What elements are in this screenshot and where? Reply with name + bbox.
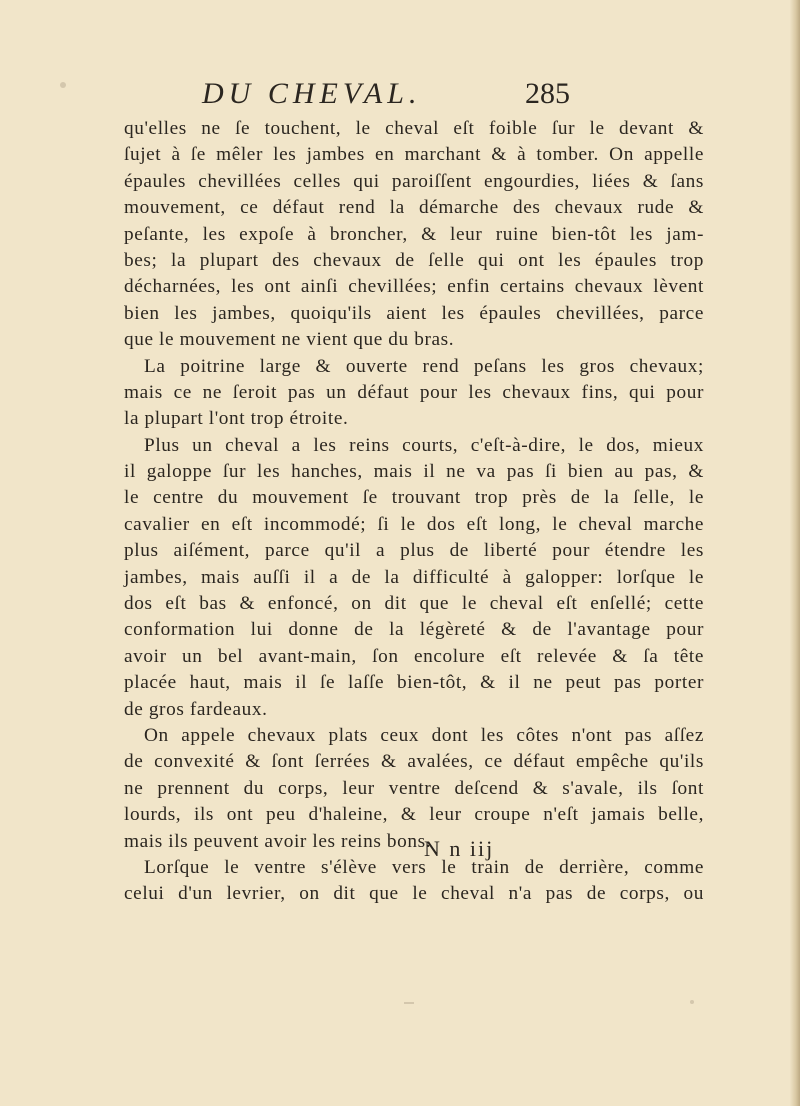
ink-speck — [690, 1000, 694, 1004]
text-line: que le mouvement ne vient que du bras. — [124, 329, 455, 351]
text-line: dos eſt bas & enfoncé, on dit que le cheval eſt enſellé; cette — [124, 593, 704, 615]
text-line: la plupart l'ont trop étroite. — [124, 408, 349, 430]
text-line: ne prennent du corps, leur ventre deſcend & s'avale, ils ſont — [124, 777, 704, 799]
text-line: Lorſque le ventre s'élève vers le train de derrière, comme — [144, 856, 704, 878]
text-line: conformation lui donne de la légèreté & de l'avantage pour — [124, 619, 704, 641]
text-line: bien les jambes, quoiqu'ils aient les épaules chevillées, parce — [124, 302, 704, 324]
text-line: qu'elles ne ſe touchent, le cheval eſt foible ſur le devant & — [124, 118, 704, 139]
text-line: jambes, mais auſſi il a de la difficulté à galopper: lorſque le — [124, 566, 704, 588]
text-line: le centre du mouvement ſe trouvant trop près de la ſelle, le — [124, 487, 704, 509]
ink-speck — [60, 82, 66, 88]
ink-speck — [404, 1002, 414, 1004]
text-line: de convexité & ſont ſerrées & avalées, ce défaut empêche qu'ils — [124, 751, 704, 773]
text-line: On appele chevaux plats ceux dont les côtes n'ont pas aſſez — [144, 724, 704, 746]
body-text — [124, 116, 704, 908]
page-edge-shadow — [790, 0, 800, 1106]
page-number: 285 — [525, 77, 570, 110]
text-line: Plus un cheval a les reins courts, c'eſt-à-dire, le dos, mieux — [144, 434, 704, 456]
text-line: cavalier en eſt incommodé; ſi le dos eſt long, le cheval marche — [124, 513, 704, 535]
text-line: ſujet à ſe mêler les jambes en marchant & à tomber. On appelle — [124, 144, 704, 166]
text-line: mais ce ne ſeroit pas un défaut pour les chevaux fins, qui pour — [124, 381, 704, 403]
text-line: bes; la plupart des chevaux de ſelle qui ont les épaules trop — [124, 249, 704, 271]
text-line: peſante, les expoſe à broncher, & leur ruine bien-tôt les jam- — [124, 223, 704, 245]
text-line: La poitrine large & ouverte rend peſans les gros chevaux; — [144, 355, 704, 377]
text-line: décharnées, les ont ainſi chevillées; enfin certains chevaux lèvent — [124, 276, 704, 298]
text-line: il galoppe ſur les hanches, mais il ne va pas ſi bien au pas, & — [124, 461, 704, 483]
text-line: avoir un bel avant-main, ſon encolure eſt relevée & ſa tête — [124, 645, 704, 667]
text-line: celui d'un levrier, on dit que le cheval n'a pas de corps, ou — [124, 883, 704, 905]
signature-mark: N n iij — [424, 836, 495, 861]
text-line: lourds, ils ont peu d'haleine, & leur croupe n'eſt jamais belle, — [124, 804, 704, 826]
text-line: mais ils peuvent avoir les reins bons. — [124, 830, 432, 852]
text-line: épaules chevillées celles qui paroiſſent engourdies, liées & ſans — [124, 170, 704, 192]
text-line: mouvement, ce défaut rend la démarche des chevaux rude & — [124, 197, 704, 219]
running-header — [190, 76, 590, 112]
text-line: placée haut, mais il ſe laſſe bien-tôt, & il ne peut pas porter — [124, 672, 704, 694]
text-line: plus aiſément, parce qu'il a plus de liberté pour étendre les — [124, 540, 704, 562]
running-title: DU CHEVAL. — [202, 77, 422, 110]
text-line: de gros fardeaux. — [124, 698, 268, 720]
